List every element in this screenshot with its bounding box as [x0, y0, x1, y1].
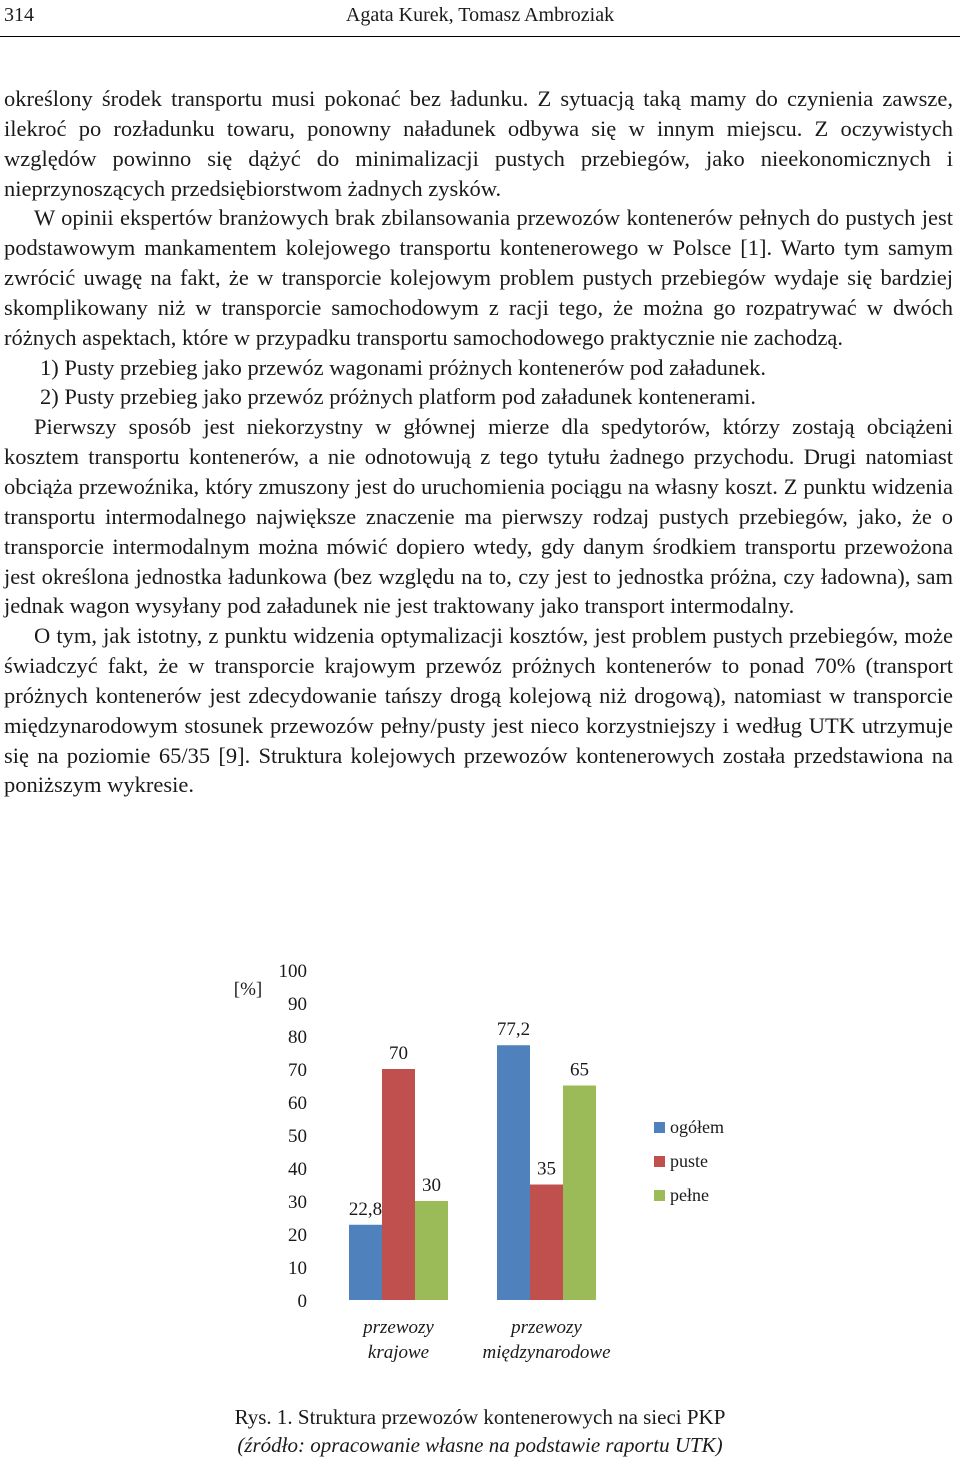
bar-puste-1 [530, 1185, 563, 1301]
x-category-label: przewozy [363, 1317, 434, 1338]
bar-puste-0 [382, 1069, 415, 1300]
legend-label: puste [670, 1151, 708, 1171]
paragraph-continued: określony środek transportu musi pokonać bez ładunku. Z sytuacją taką mamy do czynienia zawsze, ilekroć po rozładunku towaru, ponowny naładunek odbywa się w innym miejscu. Z oczywistych względów powinno się dążyć do minimalizacji pustych przebiegów, jako nieekonomicznych i nieprzynoszących przedsiębiorstwom żadnych zysków. [4, 86, 953, 201]
data-label: 30 [422, 1175, 441, 1196]
figure-source: (źródło: opracowanie własne na podstawie raportu UTK) [237, 1433, 723, 1457]
paragraph: W opinii ekspertów branżowych brak zbilansowania przewozów kontenerów pełnych do pustych jest podstawowym mankamentem kolejowego transportu kontenerowego w Polsce [1]. Warto tym samym zwrócić uwagę na fakt, że w transporcie kolejowym problem pustych przebiegów wydaje się bardziej skomplikowany niż w transporcie samochodowym z racji tego, że można go rozpatrywać w dwóch różnych aspektach, które w przypadku transportu samochodowego praktycznie nie zachodzą. [4, 205, 953, 350]
data-label: 77,2 [496, 1019, 531, 1041]
figure-caption: Rys. 1. Struktura przewozów kontenerowych na sieci PKP [234, 1405, 726, 1429]
y-tick-label: 10 [288, 1258, 307, 1279]
y-tick-label: 0 [297, 1291, 307, 1312]
data-label: 22,8 [348, 1198, 383, 1220]
y-tick-label: 60 [288, 1093, 307, 1114]
list-item: 1) Pusty przebieg jako przewóz wagonami próżnych kontenerów pod załadunek. [40, 354, 767, 380]
y-tick-label: 20 [288, 1225, 307, 1246]
y-tick-label: 100 [278, 961, 307, 982]
list-item: 2) Pusty przebieg jako przewóz próżnych platform pod załadunek kontenerami. [40, 384, 757, 410]
y-tick-label: 30 [288, 1192, 307, 1213]
page-number: 314 [4, 4, 34, 26]
paragraph: Pierwszy sposób jest niekorzystny w głównej mierze dla spedytorów, którzy zostają obciążeni kosztem transportu kontenerów, a nie odnotowują z tego tytułu żadnego przychodu. Drugi natomiast obciąża przewoźnika, który zmuszony jest do uruchomienia pociągu na własny koszt. Z punktu widzenia transportu intermodalnego największe znaczenie ma pierwszy rodzaj pustych przebiegów, jako, że o transporcie intermodalnym można mówić dopiero wtedy, gdy danym środkiem transportu przewożona jest określona jednostka ładunkowa (bez względu na to, czy jest to jednostka próżna, czy ładowna), sam jednak wagon wysyłany pod załadunek nie jest traktowany jako transport intermodalny. [4, 414, 953, 619]
data-label: 70 [389, 1043, 408, 1064]
y-tick-label: 40 [288, 1159, 307, 1180]
y-tick-label: 80 [288, 1027, 307, 1048]
bar-pełne-0 [415, 1201, 448, 1300]
running-header-authors: Agata Kurek, Tomasz Ambroziak [345, 4, 615, 26]
y-tick-label: 70 [288, 1060, 307, 1081]
legend-swatch-puste [654, 1156, 665, 1167]
data-label: 35 [537, 1158, 556, 1180]
x-category-label: międzynarodowe [482, 1342, 611, 1363]
data-label: 65 [570, 1059, 589, 1081]
paragraph: O tym, jak istotny, z punktu widzenia optymalizacji kosztów, jest problem pustych przebiegów, może świadczyć fakt, że w transporcie krajowym przewóz próżnych kontenerów to ponad 70% (transport próżnych kontenerów jest zdecydowanie tańszy drogą kolejową niż drogową), natomiast w transporcie międzynarodowym stosunek przewozów pełny/pusty jest nieco korzystniejszy i według UTK utrzymuje się na poziomie 65/35 [9]. Struktura kolejowych przewozów kontenerowych została przedstawiona na poniższym wykresie. [4, 623, 953, 798]
y-tick-label: 90 [288, 994, 307, 1015]
y-axis-label: [%] [233, 979, 263, 1000]
bar-ogółem-1 [497, 1045, 530, 1300]
bar-ogółem-0 [349, 1225, 382, 1300]
bar-pełne-1 [563, 1086, 596, 1301]
y-tick-label: 50 [288, 1126, 307, 1147]
x-category-label: przewozy [511, 1317, 582, 1338]
x-category-label: krajowe [367, 1342, 430, 1363]
legend-label: ogółem [670, 1117, 724, 1137]
legend-label: pełne [670, 1185, 709, 1205]
legend-swatch-ogółem [654, 1122, 665, 1133]
legend-swatch-pełne [654, 1190, 665, 1201]
